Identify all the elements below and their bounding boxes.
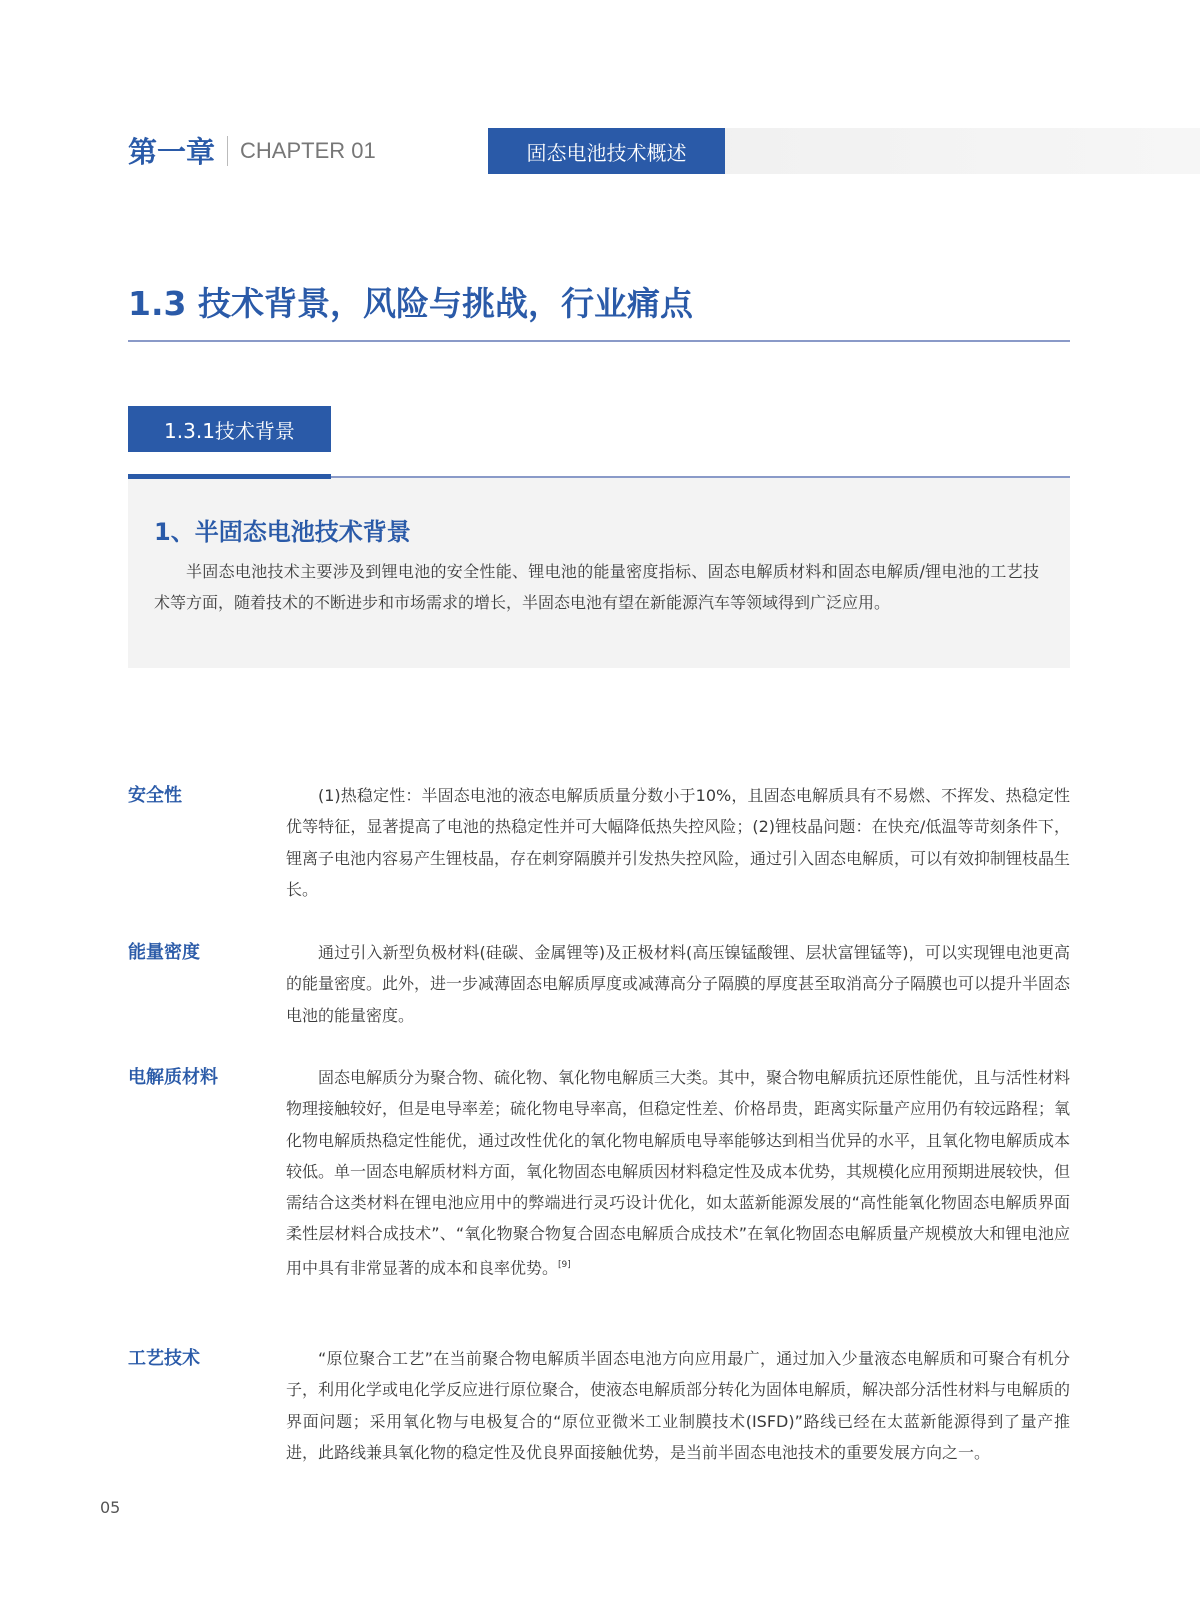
item-label: 电解质材料 <box>128 1067 218 1088</box>
item-electrolyte <box>128 1062 1070 1283</box>
panel-accent-bar <box>128 474 331 479</box>
item-safety <box>128 780 1070 905</box>
item-text: 通过引入新型负极材料(硅碳、金属锂等)及正极材料(高压镍锰酸锂、层状富锂锰等)，可以实现锂电池更高的能量密度。此外，进一步减薄固态电解质厚度或减薄高分子隔膜的厚度甚至取消高分子隔膜也可以提升半固态电池的能量密度。 <box>286 943 1071 1025</box>
section-title: 1.3 技术背景，风险与挑战，行业痛点 <box>128 284 693 323</box>
subsection-label: 1.3.1技术背景 <box>128 406 331 452</box>
divider <box>227 136 228 166</box>
item-label: 能量密度 <box>128 942 200 963</box>
section-rule <box>128 340 1070 342</box>
background-panel <box>128 476 1070 668</box>
chapter-english: CHAPTER 01 <box>240 137 376 163</box>
page-number: 05 <box>100 1498 121 1517</box>
item-text: “原位聚合工艺”在当前聚合物电解质半固态电池方向应用最广，通过加入少量液态电解质和可聚合有机分子，利用化学或电化学反应进行原位聚合，使液态电解质部分转化为固体电解质，解决部分活性材料与电解质的界面问题；采用氧化物与电极复合的“原位亚微米工业制膜技术(ISFD)”路线已经在太蓝新能源得到了量产推进，此路线兼具氧化物的稳定性及优良界面接触优势，是当前半固态电池技术的重要发展方向之一。 <box>286 1349 1071 1462</box>
chapter-number: 第一章 <box>128 135 216 169</box>
item-label: 安全性 <box>128 785 182 806</box>
item-energy-density <box>128 937 1070 1031</box>
chapter-title: 固态电池技术概述 <box>488 128 725 174</box>
citation: [9] <box>558 1259 571 1270</box>
item-text-body: 固态电解质分为聚合物、硫化物、氧化物电解质三大类。其中，聚合物电解质抗还原性能优，且与活性材料物理接触较好，但是电导率差；硫化物电导率高，但稳定性差、价格昂贵，距离实际量产应用仍有较远路程；氧化物电解质热稳定性能优，通过改性优化的氧化物电解质电导率能够达到相当优异的水平，且氧化物电解质成本较低。单一固态电解质材料方面，氧化物固态电解质因材料稳定性及成本优势，其规模化应用预期进展较快，但需结合这类材料在锂电池应用中的弊端进行灵巧设计优化，如太蓝新能源发展的“高性能氧化物固态电解质界面柔性层材料合成技术”、“氧化物聚合物复合固态电解质合成技术”在氧化物固态电解质量产规模放大和锂电池应用中具有非常显著的成本和良率优势。 <box>286 1068 1071 1278</box>
item-text: (1)热稳定性：半固态电池的液态电解质质量分数小于10%，且固态电解质具有不易燃、不挥发、热稳定性优等特征，显著提高了电池的热稳定性并可大幅降低热失控风险；(2)锂枝晶问题：在快充/低温等苛刻条件下，锂离子电池内容易产生锂枝晶，存在刺穿隔膜并引发热失控风险，通过引入固态电解质，可以有效抑制锂枝晶生长。 <box>286 786 1071 899</box>
item-label: 工艺技术 <box>128 1348 200 1369</box>
panel-text: 半固态电池技术主要涉及到锂电池的安全性能、锂电池的能量密度指标、固态电解质材料和固态电解质/锂电池的工艺技术等方面，随着技术的不断进步和市场需求的增长，半固态电池有望在新能源汽车等领域得到广泛应用。 <box>154 562 1039 612</box>
item-text <box>286 1062 1070 1283</box>
chapter-header <box>128 130 376 171</box>
panel-title: 1、半固态电池技术背景 <box>154 518 411 546</box>
item-process <box>128 1343 1070 1468</box>
